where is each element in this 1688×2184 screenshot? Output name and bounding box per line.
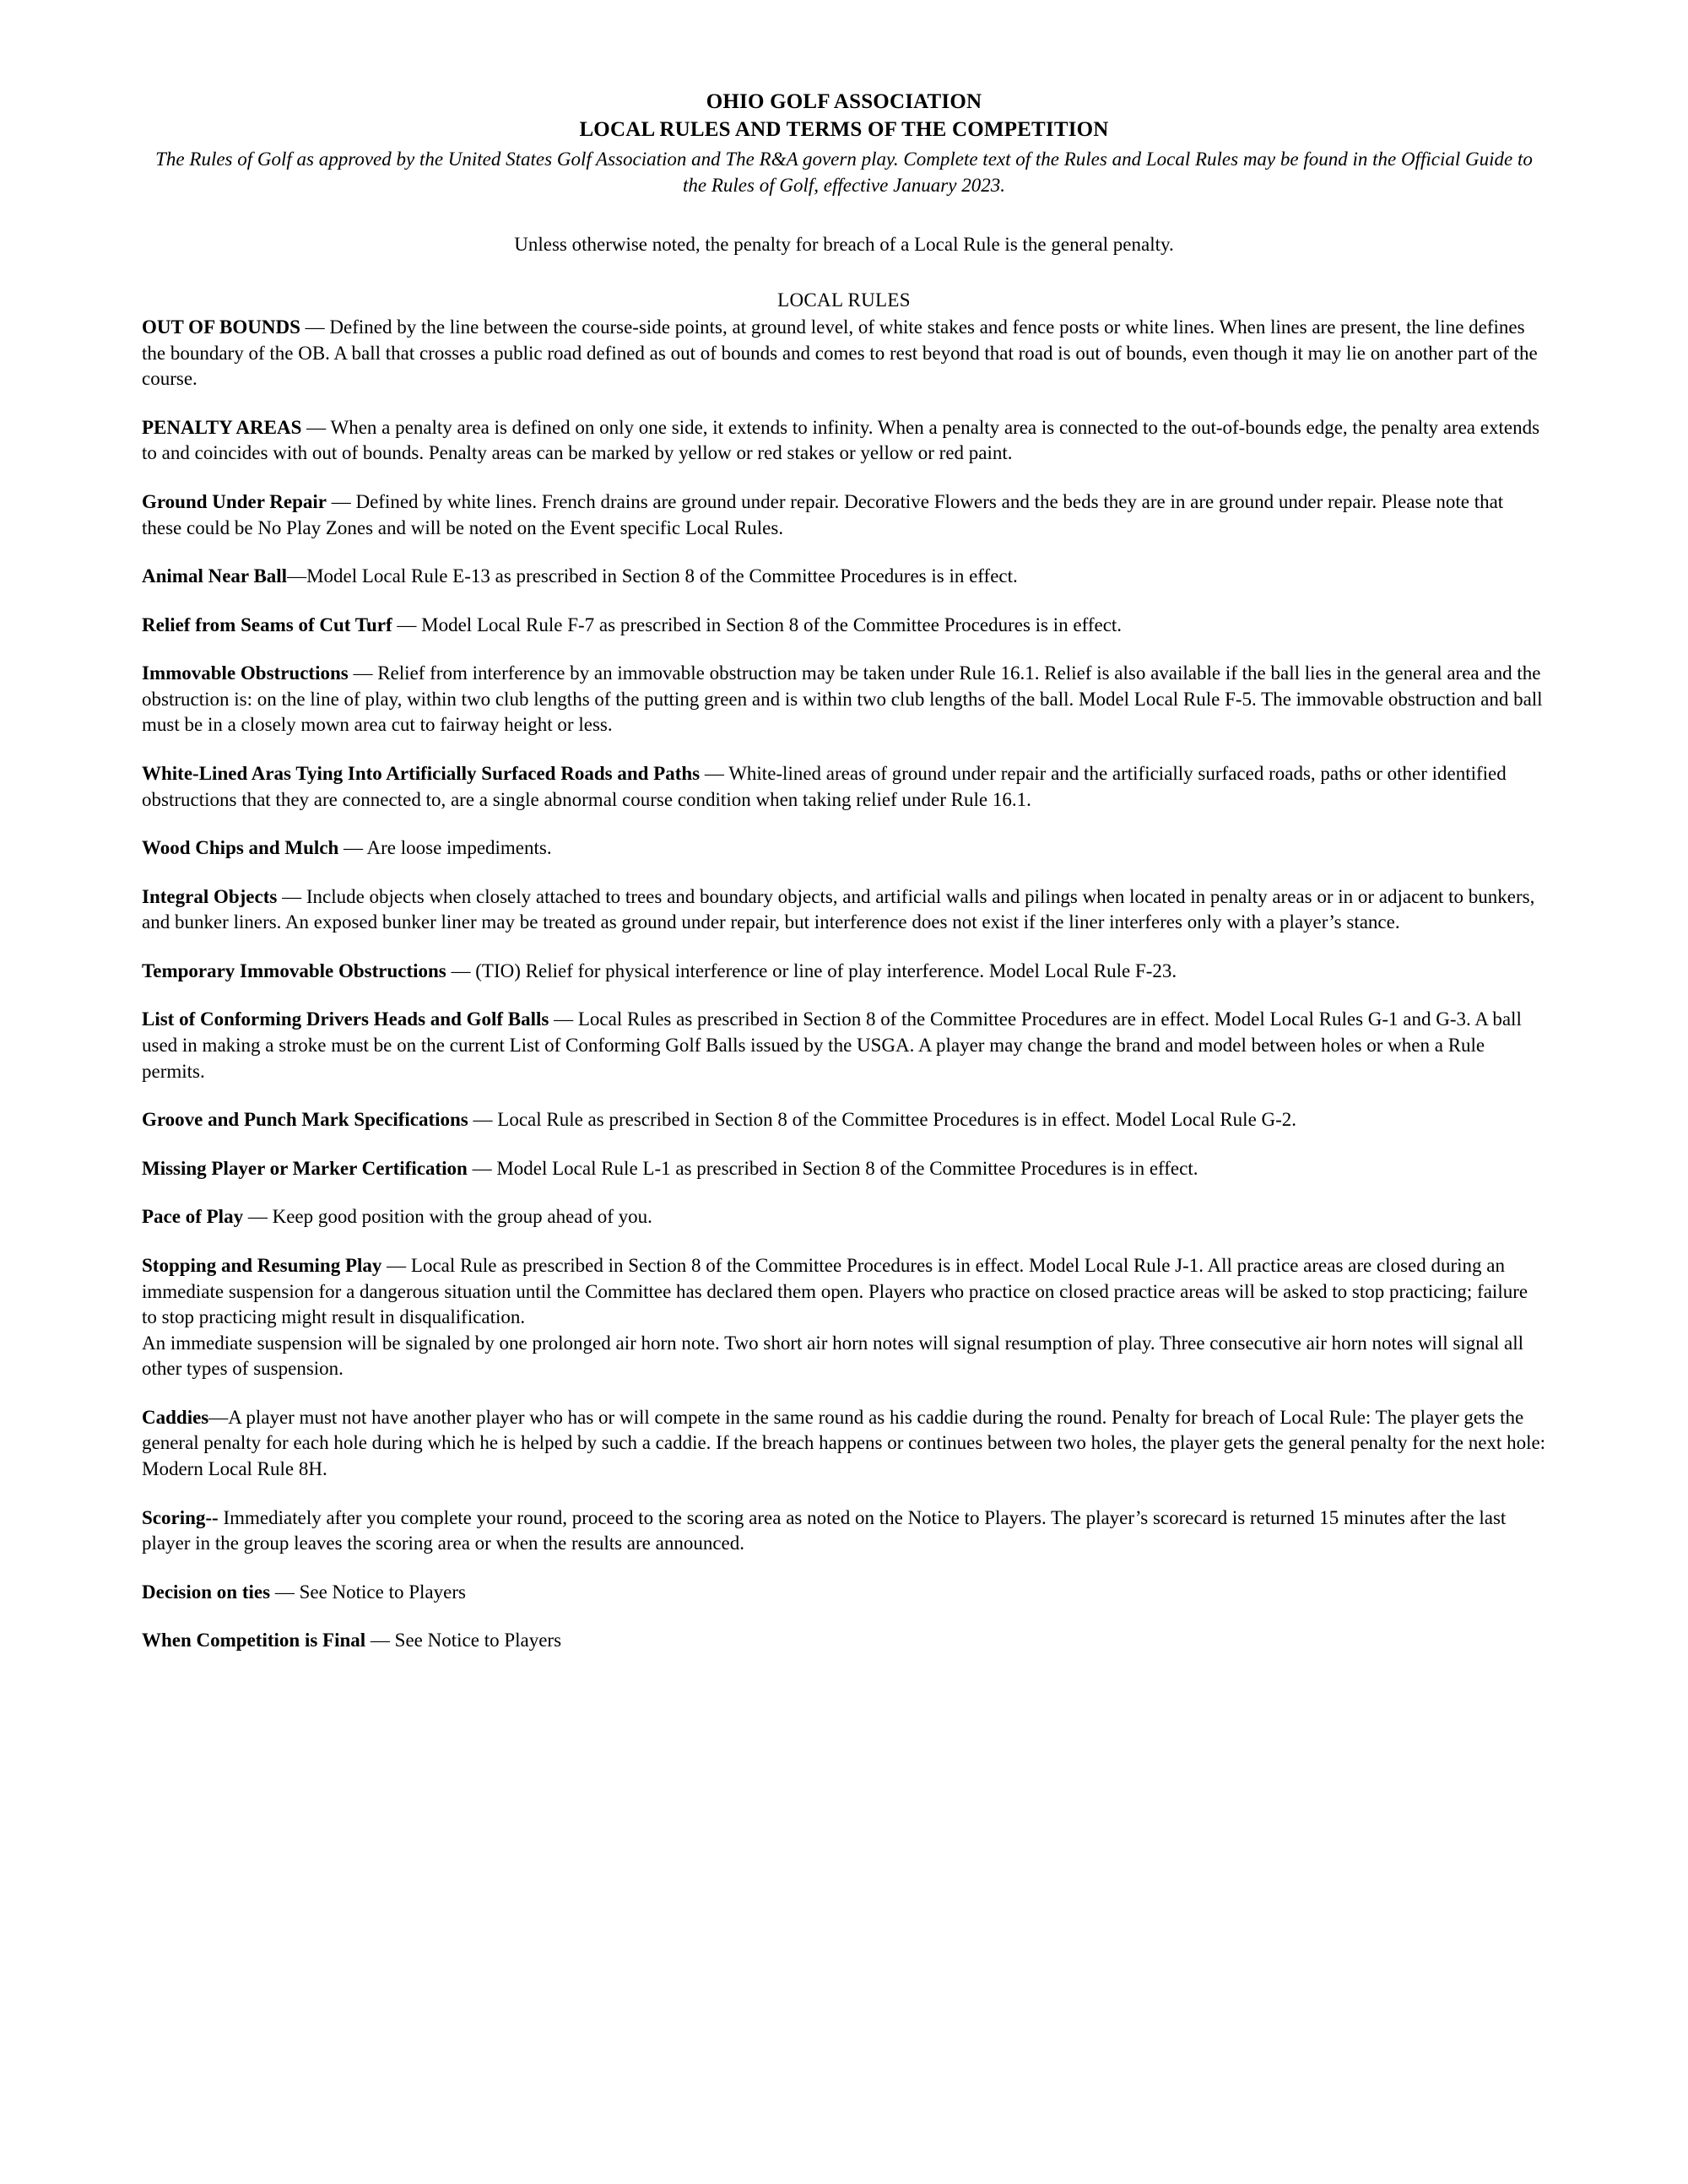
rule-body: White-lined areas of ground under repair and the artificially surfaced roads, paths or other identified obstructions that they are connected to, are a single abnormal course condition when taking relief under Rule 16.1.: [142, 762, 1507, 810]
rule-dash: —: [243, 1206, 273, 1228]
rule-dash: —: [392, 614, 422, 635]
rule-dash: —: [468, 1109, 498, 1131]
rule-item: [142, 661, 1546, 738]
rule-body-continued: An immediate suspension will be signaled by one prolonged air horn note. Two short air horn notes will signal resumption of play. Three consecutive air horn notes will signal all other types of suspension.: [142, 1332, 1524, 1380]
rule-body: Defined by white lines. French drains are ground under repair. Decorative Flowers and the beds they are in are ground under repair. Please note that these could be No Play Zones and will be noted on the Event specific Local Rules.: [142, 490, 1504, 538]
rule-item: [142, 1253, 1546, 1382]
rule-dash: —: [381, 1254, 411, 1276]
rule-term: Caddies: [142, 1406, 209, 1428]
rule-term: Scoring--: [142, 1506, 219, 1528]
rule-body: Model Local Rule E-13 as prescribed in Section 8 of the Committee Procedures is in effect.: [306, 565, 1018, 587]
rule-item: [142, 884, 1546, 936]
rule-body: (TIO) Relief for physical interference or line of play interference. Model Local Rule F-23.: [475, 960, 1177, 981]
rule-term: List of Conforming Drivers Heads and Golf Balls: [142, 1008, 549, 1030]
rule-body: Are loose impediments.: [366, 837, 552, 859]
rule-dash: —: [300, 316, 330, 338]
rule-body: Model Local Rule L-1 as prescribed in Section 8 of the Committee Procedures is in effect.: [496, 1157, 1198, 1179]
document-header: [142, 89, 1546, 198]
rule-dash: —: [326, 490, 356, 512]
rule-body: Model Local Rule F-7 as prescribed in Section 8 of the Committee Procedures is in effect.: [421, 614, 1123, 635]
rule-term: Wood Chips and Mulch: [142, 837, 339, 859]
rule-body: Defined by the line between the course-side points, at ground level, of white stakes and fence posts or white lines. When lines are present, the line defines the boundary of the OB. A ball that crosses a public road defined as out of bounds and comes to rest beyond that road is out of bounds, even though it may lie on another part of the course.: [142, 316, 1538, 390]
rule-dash: —: [446, 960, 476, 981]
rule-body: Local Rule as prescribed in Section 8 of the Committee Procedures is in effect. Model Local Rule G-2.: [497, 1109, 1297, 1131]
rule-term: Stopping and Resuming Play: [142, 1254, 382, 1276]
rule-dash: —: [365, 1630, 395, 1652]
rule-item: [142, 1506, 1546, 1557]
rule-item: [142, 761, 1546, 813]
rule-term: Animal Near Ball: [142, 565, 288, 587]
rule-item: [142, 564, 1546, 590]
rule-item: [142, 489, 1546, 541]
rule-body: Immediately after you complete your round, proceed to the scoring area as noted on the Notice to Players. The player’s scorecard is returned 15 minutes after the last player in the group leaves the scoring area or when the results are announced.: [142, 1506, 1507, 1554]
rule-dash: —: [277, 885, 306, 907]
general-penalty-notice: Unless otherwise noted, the penalty for breach of a Local Rule is the general penalty.: [514, 234, 1174, 256]
rule-term: Missing Player or Marker Certification: [142, 1157, 468, 1179]
rule-dash: —: [301, 416, 331, 438]
rule-body: See Notice to Players: [299, 1581, 466, 1603]
rule-term: OUT OF BOUNDS: [142, 316, 300, 338]
rule-dash: —: [549, 1008, 578, 1030]
rule-term: When Competition is Final: [142, 1630, 366, 1652]
rule-item: [142, 1107, 1546, 1133]
rule-term: Groove and Punch Mark Specifications: [142, 1109, 468, 1131]
page-title: LOCAL RULES AND TERMS OF THE COMPETITION: [579, 117, 1109, 141]
rule-term: Integral Objects: [142, 885, 278, 907]
rule-body: Include objects when closely attached to trees and boundary objects, and artificial walls and pilings when located in penalty areas or in or adjacent to bunkers, and bunker liners. An exposed bunker liner may be treated as ground under repair, but interference does not exist if the liner interferes only with a player’s stance.: [142, 885, 1535, 933]
rule-dash: —: [270, 1581, 300, 1603]
rule-dash: —: [467, 1157, 497, 1179]
rule-dash: —: [208, 1406, 229, 1428]
document-subtitle: The Rules of Golf as approved by the United States Golf Association and The R&A govern play. Complete text of the Rules and Local Rules may be found in the Official Guide to the Rules of Golf, effective January 2023.: [155, 149, 1533, 196]
rule-term: Decision on ties: [142, 1581, 271, 1603]
rule-body: Local Rules as prescribed in Section 8 of the Committee Procedures are in effect. Model Local Rules G-1 and G-3. A ball used in making a stroke must be on the current List of Conforming Golf Balls issued by the USGA. A player may change the brand and model between holes or when a Rule permits.: [142, 1008, 1522, 1082]
rule-term: Relief from Seams of Cut Turf: [142, 614, 392, 635]
rule-item: [142, 1628, 1546, 1654]
rule-item: [142, 613, 1546, 639]
rule-item: [142, 315, 1546, 392]
organization-title: OHIO GOLF ASSOCIATION: [706, 90, 982, 113]
section-heading-local-rules: LOCAL RULES: [777, 289, 911, 311]
rule-term: Immovable Obstructions: [142, 662, 349, 684]
rule-body: See Notice to Players: [394, 1630, 562, 1652]
rule-item: [142, 1580, 1546, 1606]
local-rules-list: [142, 315, 1546, 1654]
rule-term: Pace of Play: [142, 1206, 244, 1228]
rule-dash: —: [348, 662, 378, 684]
rule-dash: —: [287, 565, 307, 587]
rule-body: Keep good position with the group ahead of you.: [272, 1206, 652, 1228]
rule-body: A player must not have another player who has or will compete in the same round as his caddie during the round. Penalty for breach of Local Rule: The player gets the general penalty for each hole during which he is helped by such a caddie. If the breach happens or continues between two holes, the player gets the general penalty for the next hole: Modern Local Rule 8H.: [142, 1406, 1546, 1479]
rule-item: [142, 1405, 1546, 1483]
rule-item: [142, 415, 1546, 467]
rule-term: Ground Under Repair: [142, 490, 327, 512]
rule-term: PENALTY AREAS: [142, 416, 302, 438]
rule-body: Relief from interference by an immovable obstruction may be taken under Rule 16.1. Relief is also available if the ball lies in the general area and the obstruction is: on the line of play, within two club lengths of the putting green and is within two club lengths of the ball. Model Local Rule F-5. The immovable obstruction and ball must be in a closely mown area cut to fairway height or less.: [142, 662, 1543, 736]
rule-body: Local Rule as prescribed in Section 8 of the Committee Procedures is in effect. Model Local Rule J-1. All practice areas are closed during an immediate suspension for a dangerous situation until the Committee has declared them open. Players who practice on closed practice areas will be asked to stop practicing; failure to stop practicing might result in disqualification.: [142, 1254, 1528, 1328]
rule-item: [142, 1007, 1546, 1084]
rule-dash: —: [700, 762, 729, 784]
rule-body: When a penalty area is defined on only one side, it extends to infinity. When a penalty area is connected to the out-of-bounds edge, the penalty area extends to and coincides with out of bounds. Penalty areas can be marked by yellow or red stakes or yellow or red paint.: [142, 416, 1540, 464]
rule-dash: —: [338, 837, 367, 859]
rule-term: White-Lined Aras Tying Into Artificially Surfaced Roads and Paths: [142, 762, 701, 784]
rule-item: [142, 1156, 1546, 1182]
rule-item: [142, 835, 1546, 862]
rule-term: Temporary Immovable Obstructions: [142, 960, 446, 981]
rule-item: [142, 959, 1546, 985]
rule-item: [142, 1204, 1546, 1230]
